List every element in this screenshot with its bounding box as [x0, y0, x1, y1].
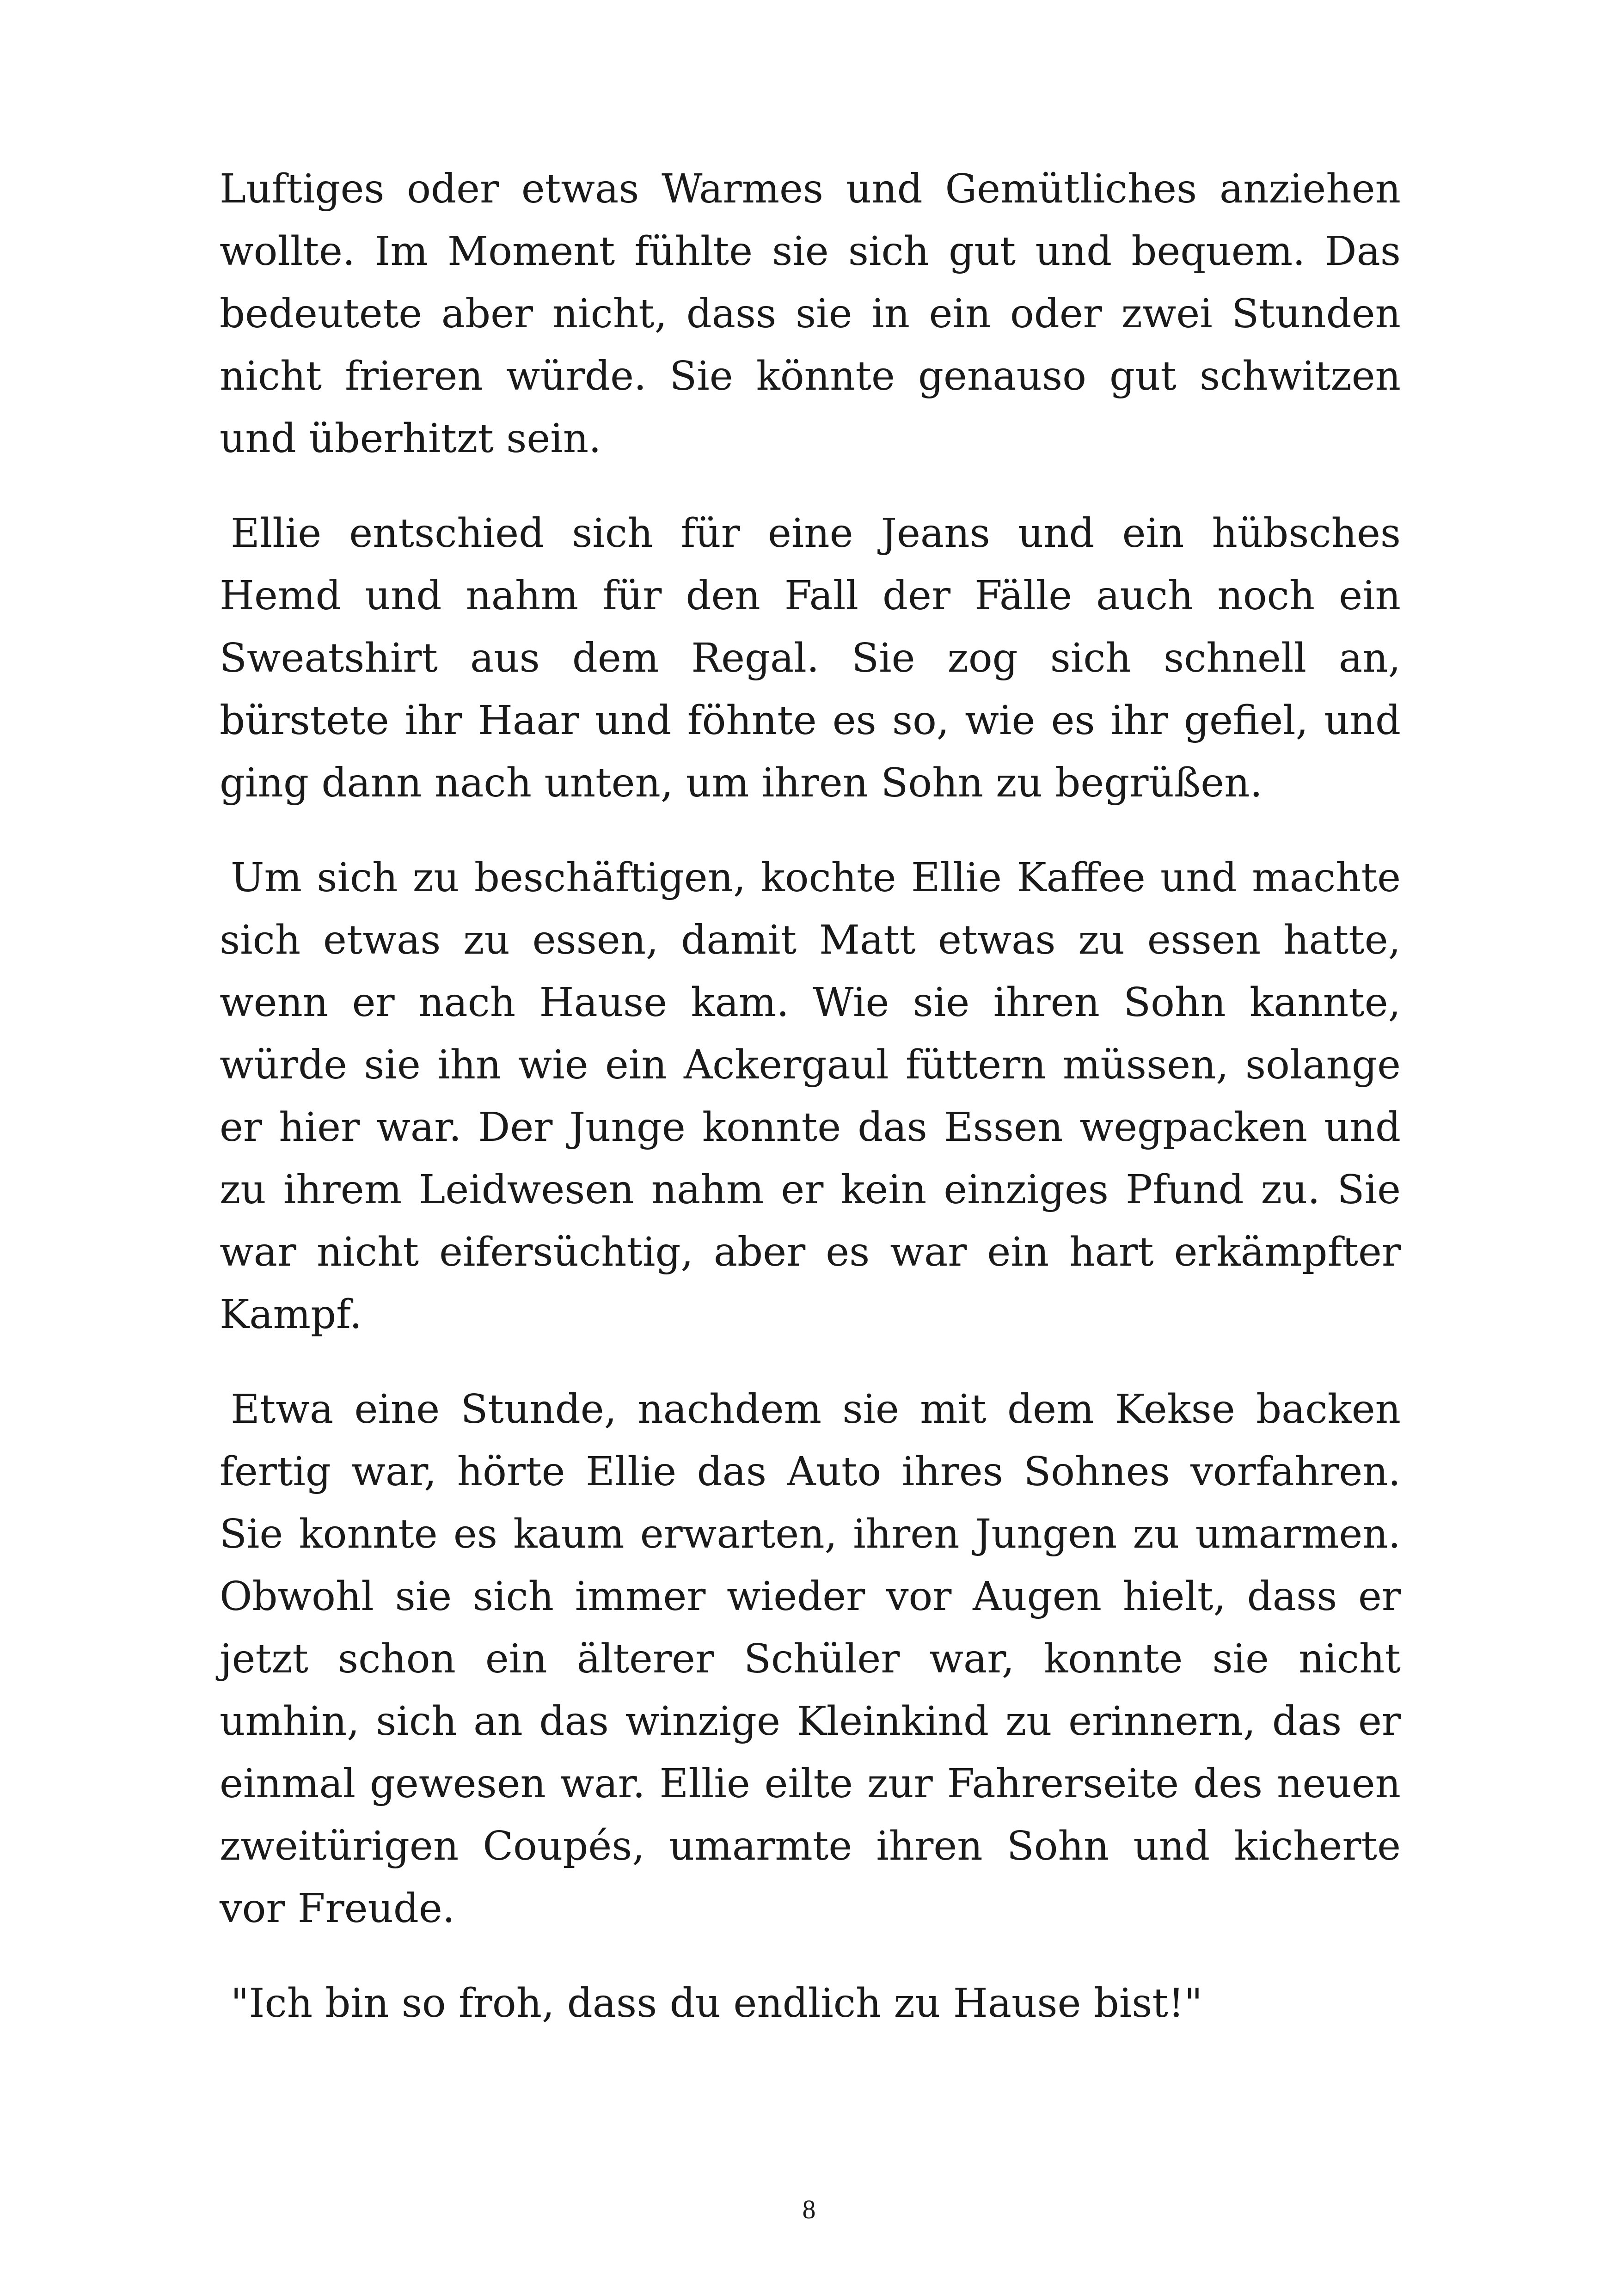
- paragraph-5: "Ich bin so froh, dass du endlich zu Hause bist!": [231, 1980, 1203, 2027]
- page-number: 8: [802, 2194, 816, 2224]
- paragraph-4: Etwa eine Stunde, nachdem sie mit dem Kekse backen fertig war, hörte Ellie das Auto ihres Sohnes vorfahren. Sie konnte es kaum erwarten, ihren Jungen zu umarmen. Obwohl sie sich immer wieder vor Augen hielt, dass er jetzt schon ein älterer Schüler war, konnte sie nicht umhin, sich an das winzige Kleinkind zu erinnern, das er einmal gewesen war. Ellie eilte zur Fahrerseite des neuen zweitürigen Coupés, umarmte ihren Sohn und kicherte vor Freude.: [220, 1386, 1401, 1932]
- paragraph-3: Um sich zu beschäftigen, kochte Ellie Kaffee und machte sich etwas zu essen, damit Matt etwas zu essen hatte, wenn er nach Hause kam. Wie sie ihren Sohn kannte, würde sie ihn wie ein Ackergaul füttern müssen, solange er hier war. Der Junge konnte das Essen wegpacken und zu ihrem Leidwesen nahm er kein einziges Pfund zu. Sie war nicht eifersüchtig, aber es war ein hart erkämpfter Kampf.: [220, 855, 1401, 1338]
- body-text: [220, 158, 1401, 2067]
- paragraph-2: Ellie entschied sich für eine Jeans und ein hübsches Hemd und nahm für den Fall der Fälle auch noch ein Sweatshirt aus dem Regal. Sie zog sich schnell an, bürstete ihr Haar und föhnte es so, wie es ihr gefiel, und ging dann nach unten, um ihren Sohn zu begrüßen.: [220, 510, 1401, 806]
- paragraph-1: Luftiges oder etwas Warmes und Gemütliches anziehen wollte. Im Moment fühlte sie sich gut und bequem. Das bedeutete aber nicht, dass sie in ein oder zwei Stunden nicht frieren würde. Sie könnte genauso gut schwitzen und überhitzt sein.: [220, 166, 1401, 462]
